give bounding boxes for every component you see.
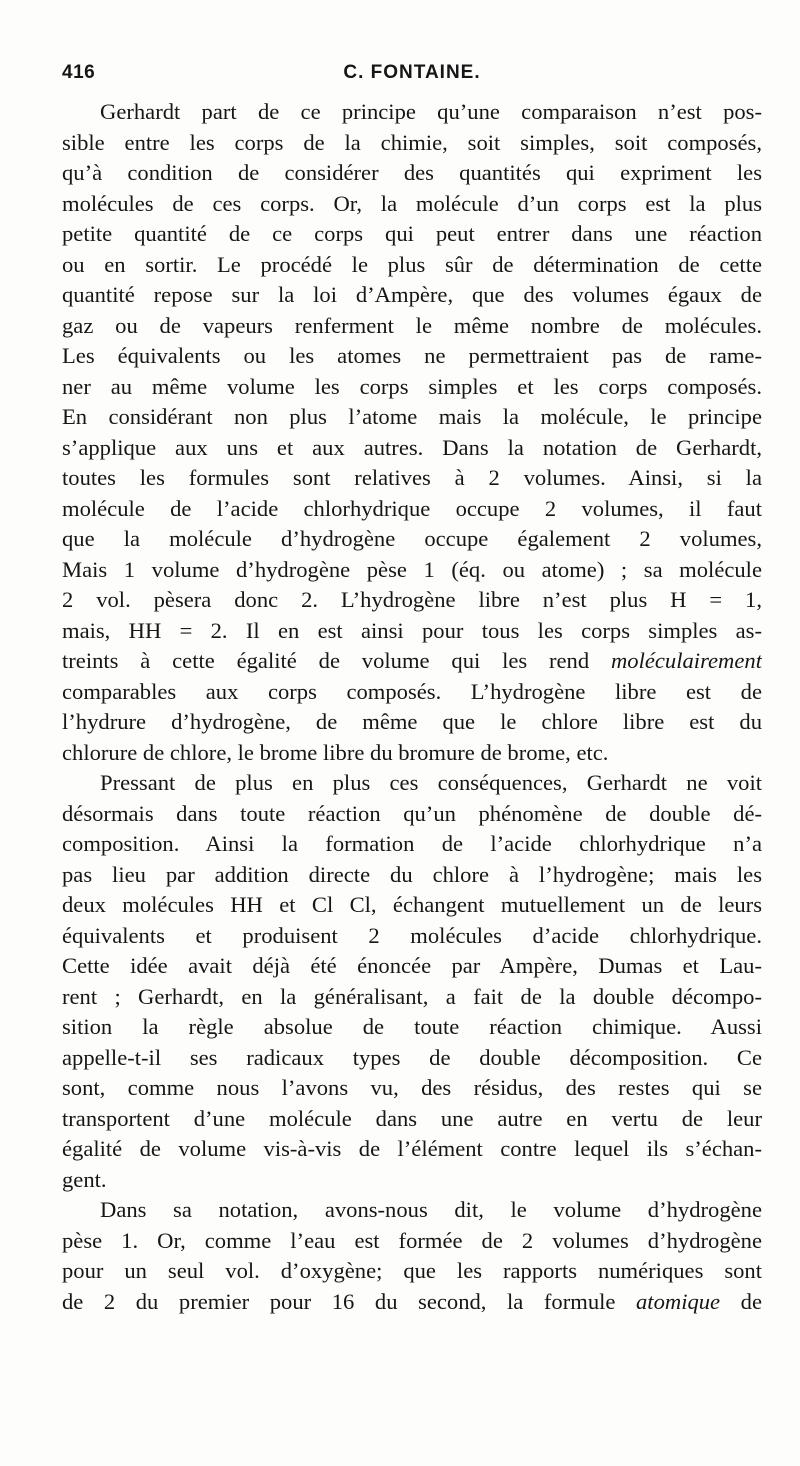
text-line-with-italic [62,1287,762,1318]
text-line: sont, comme nous l’avons vu, des résidus, des restes qui se [62,1075,762,1100]
text-line: l’hydrure d’hydrogène, de même que le chlore libre est du [62,709,762,734]
text-line: égalité de volume vis-à-vis de l’élément contre lequel ils s’échan- [62,1136,762,1161]
text-line: gent. [62,1166,107,1192]
text-line: Cette idée avait déjà été énoncée par Ampère, Dumas et Lau- [62,953,762,978]
text-line: s’applique aux uns et aux autres. Dans la notation de Gerhardt, [62,434,762,460]
text-line: rent ; Gerhardt, en la généralisant, a fait de la double décompo- [62,983,762,1009]
text-line: sible entre les corps de la chimie, soit simples, soit composés, [62,129,762,155]
text-line: pour un seul vol. d’oxygène; que les rapports numériques sont [62,1258,762,1283]
text-line: transportent d’une molécule dans une autre en vertu de leur [62,1105,762,1131]
text-line: Mais 1 volume d’hydrogène pèse 1 (éq. ou atome) ; sa molécule [62,556,762,582]
text-line-with-italic [62,646,762,677]
text-run: de [740,1288,762,1314]
text-line: En considérant non plus l’atome mais la molécule, le principe [62,404,762,429]
text-line: sition la règle absolue de toute réaction chimique. Aussi [62,1014,762,1039]
text-line: pas lieu par addition directe du chlore à l’hydrogène; mais les [62,861,762,887]
page-number: 416 [62,62,96,83]
text-line: ner au même volume les corps simples et les corps composés. [62,373,762,399]
text-line: quantité repose sur la loi d’Ampère, que des volumes égaux de [62,282,762,307]
text-line: gaz ou de vapeurs renferment le même nombre de molécules. [62,312,762,338]
text-line: Dans sa notation, avons-nous dit, le volume d’hydrogène [100,1197,762,1222]
page-header [62,62,762,90]
text-line: toutes les formules sont relatives à 2 volumes. Ainsi, si la [62,465,762,490]
text-line: petite quantité de ce corps qui peut entrer dans une réaction [62,221,762,246]
text-line: pèse 1. Or, comme l’eau est formée de 2 volumes d’hydrogène [62,1227,762,1253]
text-line: appelle-t-il ses radicaux types de double décomposition. Ce [62,1044,762,1070]
text-run: de 2 du premier pour 16 du second, la formule [62,1288,616,1314]
text-line: molécules de ces corps. Or, la molécule d’un corps est la plus [62,190,762,216]
italic-term: atomique [636,1288,721,1314]
text-line: qu’à condition de considérer des quantités qui expriment les [62,160,762,185]
text-line: 2 vol. pèsera donc 2. L’hydrogène libre n’est plus H = 1, [62,587,762,612]
text-line: molécule de l’acide chlorhydrique occupe 2 volumes, il faut [62,495,762,521]
text-line: que la molécule d’hydrogène occupe également 2 volumes, [62,526,762,551]
text-line: composition. Ainsi la formation de l’acide chlorhydrique n’a [62,831,762,856]
text-line: comparables aux corps composés. L’hydrogène libre est de [62,678,762,704]
text-run: treints à cette égalité de volume qui les rend [62,648,590,673]
text-line: ou en sortir. Le procédé le plus sûr de détermination de cette [62,251,762,277]
text-line: mais, HH = 2. Il en est ainsi pour tous les corps simples as- [62,617,762,643]
text-line: désormais dans toute réaction qu’un phénomène de double dé- [62,800,762,826]
text-line: équivalents et produisent 2 molécules d’acide chlorhydrique. [62,922,762,948]
body-text [62,97,762,1317]
text-line: Les équivalents ou les atomes ne permettraient pas de ramе- [62,343,762,368]
text-line: chlorure de chlore, le brome libre du bromure de brome, etc. [62,739,609,765]
italic-term: moléculairement [610,648,762,673]
text-line: Pressant de plus en plus ces conséquences, Gerhardt ne voit [100,770,762,795]
running-head: C. FONTAINE. [343,62,481,83]
text-line: Gerhardt part de ce principe qu’une comparaison n’est pos- [100,99,762,124]
text-line: deux molécules HH et Cl Cl, échangent mutuellement un de leurs [62,892,762,917]
